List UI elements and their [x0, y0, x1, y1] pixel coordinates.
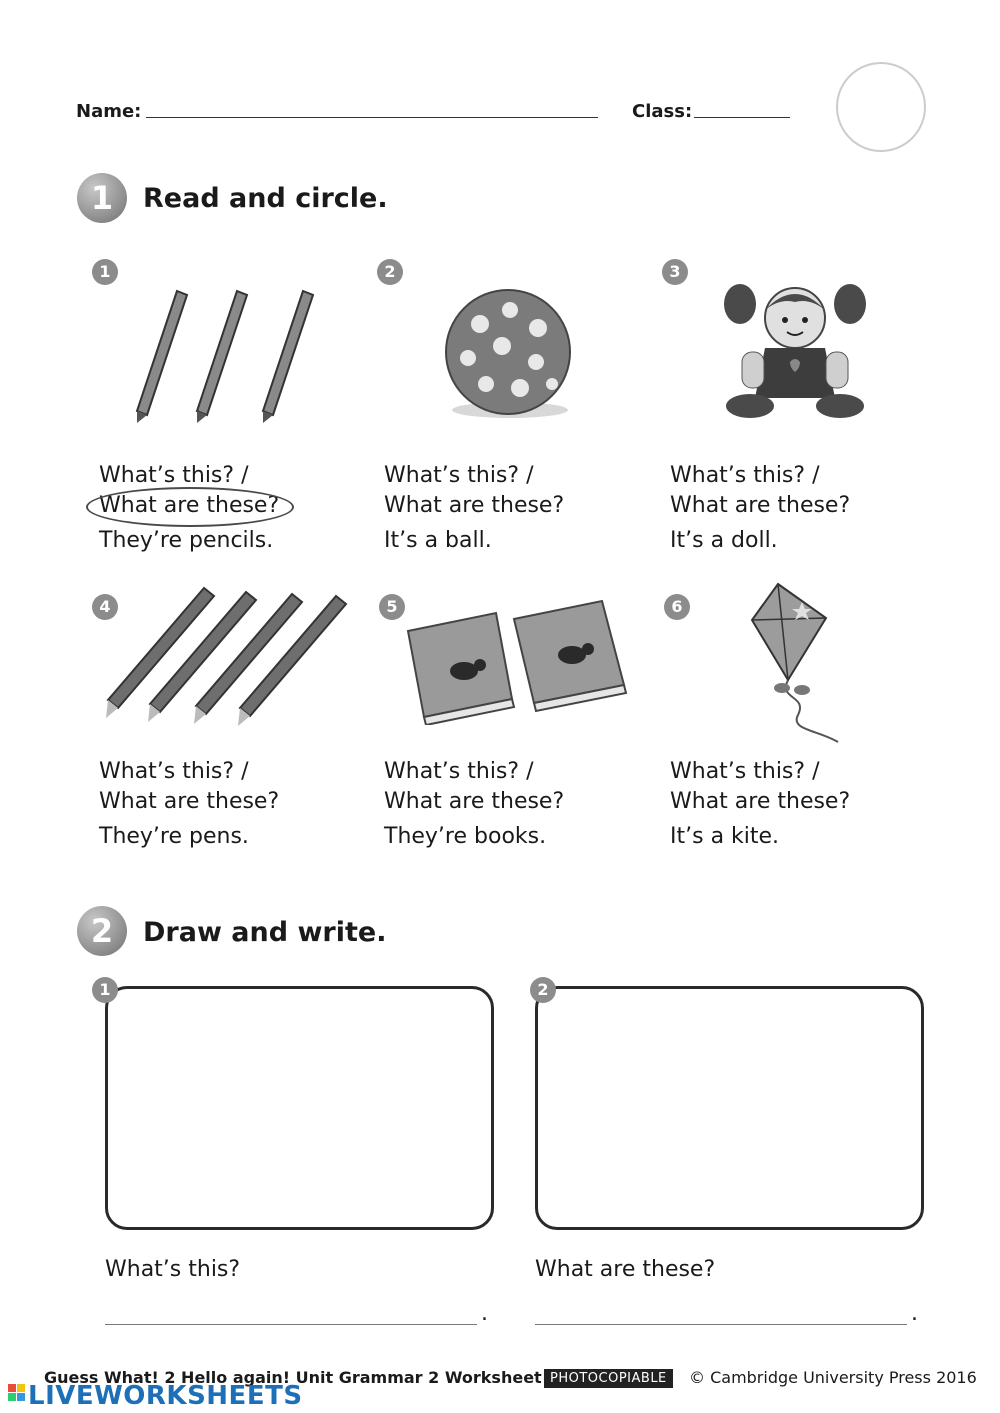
- answer-period: .: [911, 1301, 918, 1326]
- section-1-number: 1: [77, 173, 127, 223]
- item-number: 1: [92, 259, 118, 285]
- question-this[interactable]: What’s this? /: [670, 463, 820, 488]
- question-this[interactable]: What’s this? /: [99, 463, 249, 488]
- section-2-number: 2: [77, 906, 127, 956]
- question-these[interactable]: What are these?: [384, 493, 565, 518]
- item-number: 5: [379, 594, 405, 620]
- copyright-text: © Cambridge University Press 2016: [689, 1368, 977, 1387]
- answer-text: It’s a doll.: [670, 528, 778, 553]
- section-1-title: Read and circle.: [143, 183, 388, 214]
- question-these[interactable]: What are these?: [670, 493, 851, 518]
- photocopiable-badge: PHOTOCOPIABLE: [544, 1369, 673, 1388]
- logo-square: [17, 1384, 25, 1392]
- item-number: 4: [92, 594, 118, 620]
- logo-square: [8, 1393, 16, 1401]
- question-this[interactable]: What’s this? /: [670, 759, 820, 784]
- answer-text: They’re pens.: [99, 824, 249, 849]
- pens-icon: [104, 582, 354, 727]
- logo-square: [17, 1393, 25, 1401]
- worksheet-title: Guess What! 2 Hello again! Unit Grammar 2 Worksheet: [44, 1368, 542, 1387]
- question-these[interactable]: What are these?: [670, 789, 851, 814]
- pencils-icon: [125, 285, 325, 425]
- question-these[interactable]: What are these?: [384, 789, 565, 814]
- prompt-text: What’s this?: [105, 1257, 241, 1282]
- name-field[interactable]: [146, 99, 598, 118]
- answer-text: It’s a kite.: [670, 824, 780, 849]
- answer-period: .: [481, 1301, 488, 1326]
- question-these[interactable]: What are these?: [99, 493, 280, 518]
- doll-icon: [720, 278, 870, 428]
- score-circle: [836, 62, 926, 152]
- item-number: 2: [530, 977, 556, 1003]
- books-icon: [402, 595, 632, 725]
- drawing-box-1[interactable]: [105, 986, 494, 1230]
- question-these[interactable]: What are these?: [99, 789, 280, 814]
- name-label: Name:: [76, 101, 142, 122]
- ball-icon: [440, 288, 580, 428]
- class-label: Class:: [632, 101, 693, 122]
- answer-text: They’re pencils.: [99, 528, 274, 553]
- item-number: 1: [92, 977, 118, 1003]
- question-this[interactable]: What’s this? /: [99, 759, 249, 784]
- class-field[interactable]: [694, 99, 790, 118]
- section-2-title: Draw and write.: [143, 917, 387, 948]
- prompt-text: What are these?: [535, 1257, 716, 1282]
- answer-circle: [86, 487, 294, 527]
- answer-line-2[interactable]: [535, 1308, 907, 1325]
- liveworksheets-logo[interactable]: LIVEWORKSHEETS: [28, 1381, 303, 1411]
- answer-text: It’s a ball.: [384, 528, 492, 553]
- answer-line-1[interactable]: [105, 1308, 477, 1325]
- logo-square: [8, 1384, 16, 1392]
- kite-icon: [748, 580, 843, 745]
- drawing-box-2[interactable]: [535, 986, 924, 1230]
- item-number: 3: [662, 259, 688, 285]
- item-number: 2: [377, 259, 403, 285]
- question-this[interactable]: What’s this? /: [384, 463, 534, 488]
- question-this[interactable]: What’s this? /: [384, 759, 534, 784]
- item-number: 6: [664, 594, 690, 620]
- answer-text: They’re books.: [384, 824, 547, 849]
